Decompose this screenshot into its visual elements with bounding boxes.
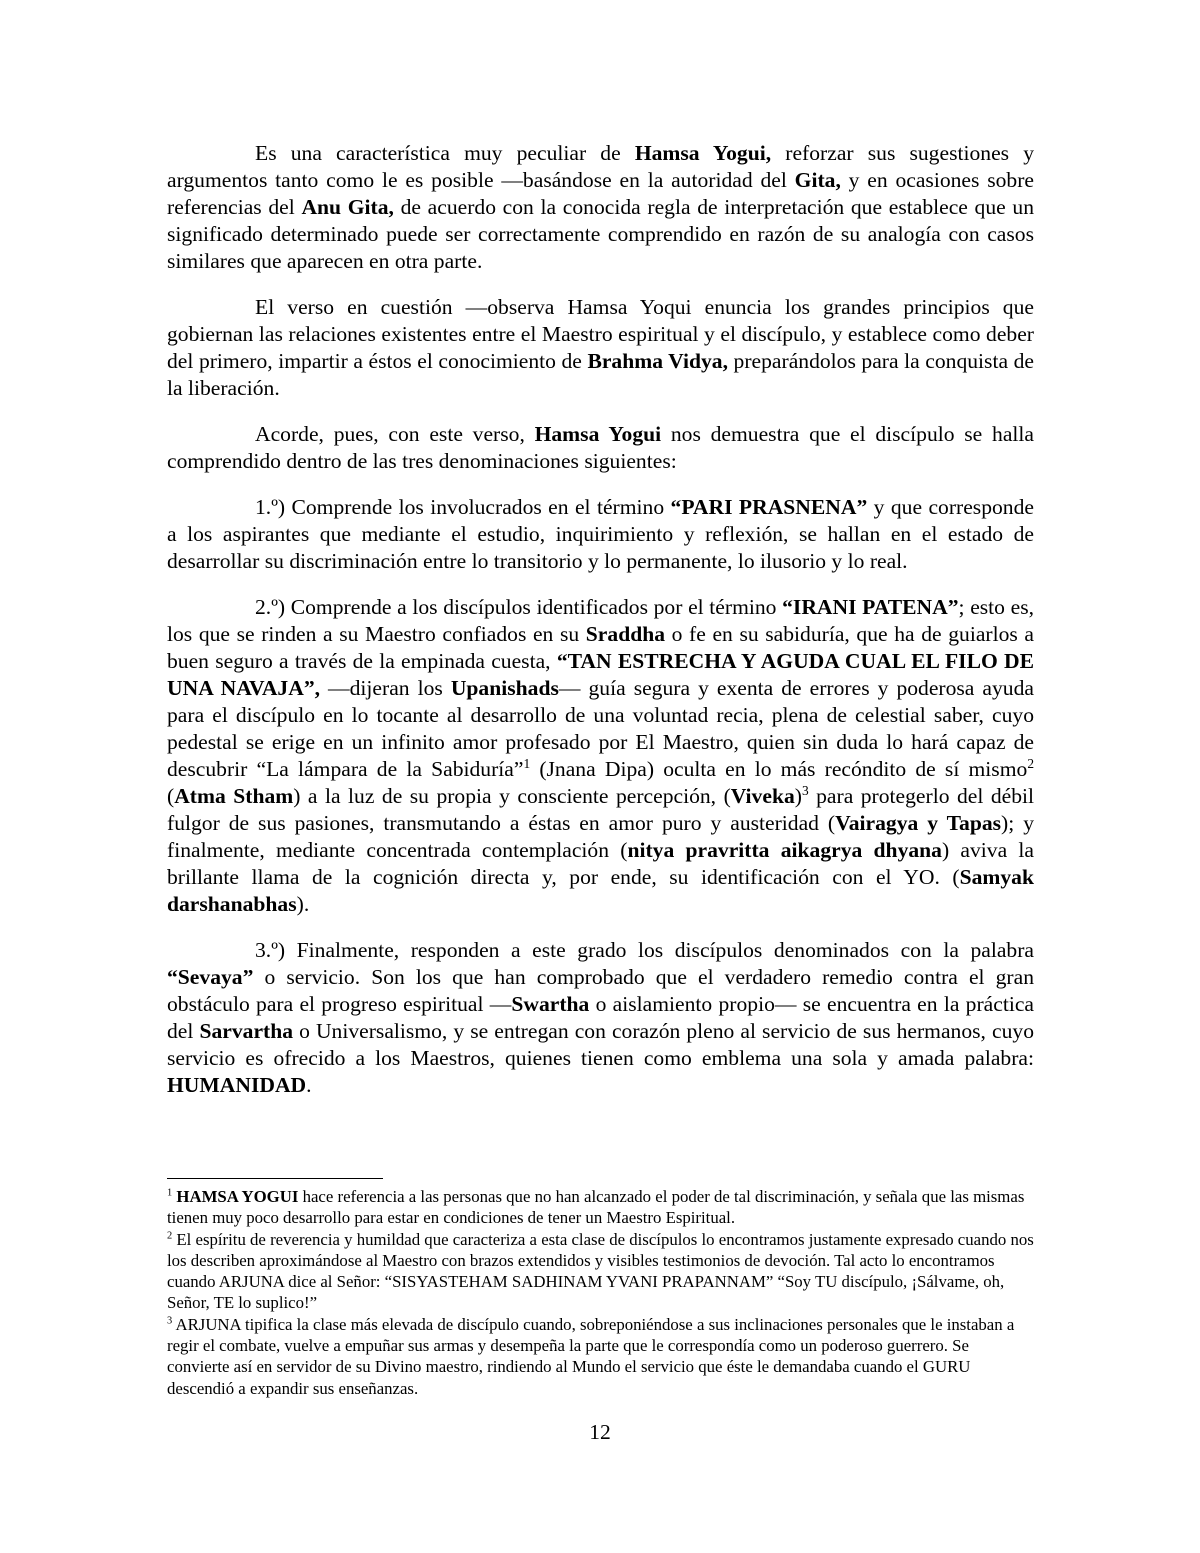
text-run: ). xyxy=(296,892,310,916)
footnote-separator xyxy=(167,1178,383,1179)
bold-text: Samyak darshanabhas xyxy=(167,865,1034,916)
text-run: ; esto es, los que se rinden a su Maestro confiados en su xyxy=(167,595,1035,646)
bold-text: HUMANIDAD xyxy=(167,1073,307,1097)
text-run: ) aviva la brillante llama de la cognición directa y, por ende, su identificación con el YO. ( xyxy=(167,838,1035,889)
bold-text: “Sevaya” xyxy=(167,965,254,989)
text-run: ( xyxy=(167,784,175,808)
page-number: 12 xyxy=(589,1420,611,1444)
footnote-3 xyxy=(167,1314,1034,1399)
text-run: o servicio. Son los que han comprobado que el verdadero remedio contra el gran obstáculo para el progreso espiritual — xyxy=(167,965,1034,1016)
text-run: y en ocasiones sobre referencias del xyxy=(167,168,1035,219)
footnote-marker: 3 xyxy=(167,1315,173,1327)
text-run: y que corresponde a los aspirantes que mediante el estudio, inquirimiento y reflexión, se hallan en el estado de desarrollar su discriminación entre lo transitorio y lo permanente, lo ilusorio y lo real. xyxy=(167,495,1034,573)
footnote-marker: 2 xyxy=(167,1230,173,1241)
bold-text: HAMSA YOGUI xyxy=(176,1187,299,1206)
text-run: ARJUNA tipifica la clase más elevada de discípulo cuando, sobreponiéndose a sus inclinaciones personales que le instaban a regir el combate, vuelve a empuñar sus armas y desempeña la parte que le correspondía como un poderoso guerrero. Se convierte así en servidor de su Divino maestro, rindiendo al Mundo el servicio que éste le demandaba cuando el GURU descendió a expandir sus enseñanzas. xyxy=(167,1314,1015,1398)
text-run: El espíritu de reverencia y humildad que caracteriza a esta clase de discípulos lo encontramos justamente expresado cuando nos los describen aproximándose al Maestro con brazos extendidos y visibles testimonios de devoción. Tal acto lo encontramos cuando ARJUNA dice al Señor: “SISYASTEHAM SADHINAM YVANI PRAPANNAM” “Soy TU discípulo, ¡Sálvame, oh, Señor, TE lo suplico!” xyxy=(167,1229,1034,1313)
paragraph-3 xyxy=(167,421,1034,475)
footnote-marker: 1 xyxy=(523,755,531,771)
bold-text: Viveka xyxy=(730,784,795,808)
footnote-marker: 2 xyxy=(1027,755,1034,771)
text-run: o aislamiento propio— se encuentra en la práctica del xyxy=(167,992,1035,1043)
bold-text: Hamsa Yogui xyxy=(534,422,662,446)
bold-text: Atma Stham xyxy=(174,784,294,808)
text-run: El verso en cuestión —observa Hamsa Yoqui enuncia los grandes principios que gobiernan las relaciones existentes entre el Maestro espiritual y el discípulo, y establece como deber del primero, impartir a éstos el conocimiento de xyxy=(167,295,1034,373)
bold-text: Sarvartha xyxy=(199,1019,294,1043)
bold-text: Hamsa Yogui, xyxy=(634,141,772,165)
bold-text: “PARI PRASNENA” xyxy=(670,495,868,519)
footnote-marker: 3 xyxy=(801,782,809,798)
bold-text: Swartha xyxy=(511,992,590,1016)
text-run: (Jnana Dipa) oculta en lo más recóndito de sí mismo xyxy=(530,757,1028,781)
text-run: hace referencia a las personas que no han alcanzado el poder de tal discriminación, y señala que las mismas tienen muy poco desarrollo para estar en condiciones de tener un Maestro Espiritual. xyxy=(167,1187,1025,1228)
footnote-1 xyxy=(167,1186,1034,1229)
paragraph-5 xyxy=(167,594,1034,918)
paragraph-6 xyxy=(167,937,1034,1099)
paragraph-2 xyxy=(167,294,1034,402)
bold-text: “IRANI PATENA” xyxy=(782,595,959,619)
footnotes xyxy=(167,1186,1034,1399)
body-text xyxy=(167,140,1034,1099)
bold-text: Anu Gita, xyxy=(301,195,394,219)
text-run: 1.º) Comprende los involucrados en el término xyxy=(255,495,671,519)
footnote-marker: 1 xyxy=(167,1187,173,1199)
text-run: 3.º) Finalmente, responden a este grado los discípulos denominados con la palabra xyxy=(255,938,1034,962)
text-run: nos demuestra que el discípulo se halla comprendido dentro de las tres denominaciones siguientes: xyxy=(167,422,1034,473)
text-run: ) xyxy=(794,784,802,808)
bold-text: Vairagya y Tapas xyxy=(835,811,1002,835)
text-run: para protegerlo del débil fulgor de sus pasiones, transmutando a éstas en amor puro y austeridad ( xyxy=(167,784,1035,835)
text-run: — guía segura y exenta de errores y poderosa ayuda para el discípulo en lo tocante al desarrollo de una voluntad recia, plena de celestial saber, cuyo pedestal se erige en un infinito amor profesado por El Maestro, quien sin duda lo hará capaz de descubrir “La lámpara de la Sabiduría” xyxy=(167,676,1034,781)
text-run: —dijeran los xyxy=(320,676,451,700)
text-run: . xyxy=(306,1073,312,1097)
footnote-2 xyxy=(167,1229,1034,1314)
text-run: ); y finalmente, mediante concentrada contemplación ( xyxy=(167,811,1034,862)
text-run: Es una característica muy peculiar de xyxy=(255,141,635,165)
bold-text: Upanishads xyxy=(450,676,559,700)
bold-text: Gita, xyxy=(794,168,841,192)
text-run: de acuerdo con la conocida regla de interpretación que establece que un significado determinado puede ser correctamente comprendido en razón de su analogía con casos similares que aparecen en otra parte. xyxy=(167,195,1034,273)
bold-text: Sraddha xyxy=(585,622,666,646)
bold-text: Brahma Vidya, xyxy=(587,349,728,373)
bold-text: “TAN ESTRECHA Y AGUDA CUAL EL FILO DE UNA NAVAJA”, xyxy=(167,649,1035,700)
text-run: 2.º) Comprende a los discípulos identificados por el término xyxy=(255,595,783,619)
paragraph-1 xyxy=(167,140,1034,275)
text-run: preparándolos para la conquista de la liberación. xyxy=(167,349,1034,400)
bold-text: nitya pravritta aikagrya dhyana xyxy=(627,838,942,862)
paragraph-4 xyxy=(167,494,1034,575)
text-run: o fe en su sabiduría, que ha de guiarlos a buen seguro a través de la empinada cuesta, xyxy=(167,622,1034,673)
text-run: o Universalismo, y se entregan con corazón pleno al servicio de sus hermanos, cuyo servicio es ofrecido a los Maestros, quienes tienen como emblema una sola y amada palabra: xyxy=(167,1019,1034,1070)
text-run: reforzar sus sugestiones y argumentos tanto como le es posible —basándose en la autoridad del xyxy=(167,141,1034,192)
text-run: Acorde, pues, con este verso, xyxy=(255,422,535,446)
text-run: ) a la luz de su propia y consciente percepción, ( xyxy=(293,784,731,808)
